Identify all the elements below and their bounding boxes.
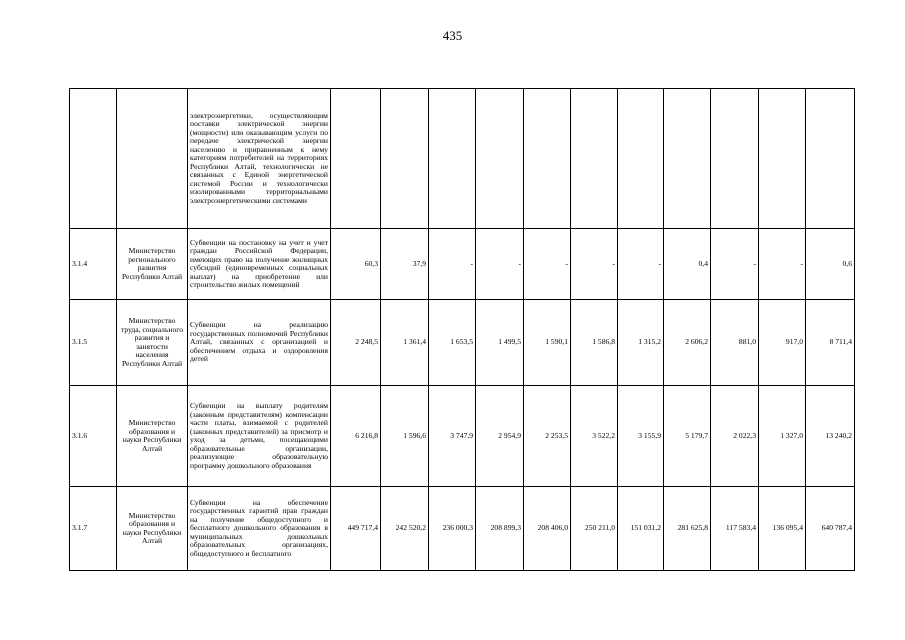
value-cell: - [429,229,476,300]
value-cell: - [759,229,806,300]
value-cell: - [524,229,571,300]
value-cell [381,89,429,229]
row-number-cell: 3.1.4 [70,229,117,300]
table-body [70,89,855,571]
description-cell: Субвенции на обеспечение государственных гарантий прав граждан на получение общедоступного и бесплатного дошкольного образования в муниципальных дошкольных образовательных организациях, общедоступного и бесплатного [188,487,331,571]
row-number-cell: 3.1.6 [70,386,117,487]
value-cell [759,89,806,229]
value-cell: 208 406,0 [524,487,571,571]
value-cell [429,89,476,229]
value-cell: 1 590,1 [524,300,571,386]
value-cell: 5 179,7 [664,386,711,487]
value-cell: 640 787,4 [806,487,855,571]
value-cell [571,89,618,229]
value-cell [618,89,664,229]
value-cell: 242 520,2 [381,487,429,571]
value-cell [331,89,381,229]
value-cell: 236 000,3 [429,487,476,571]
value-cell: 881,0 [711,300,759,386]
description-cell: Субвенции на постановку на учет и учет граждан Российской Федерации, имеющих право на получение жилищных субсидий (единовременных социальных выплат) на приобретение или строительство жилых помещений [188,229,331,300]
value-cell: 1 499,5 [476,300,524,386]
table-row [70,386,855,487]
table-row [70,487,855,571]
value-cell [806,89,855,229]
row-number-cell: 3.1.7 [70,487,117,571]
value-cell: 1 653,5 [429,300,476,386]
value-cell [524,89,571,229]
value-cell: 1 361,4 [381,300,429,386]
value-cell: 2 954,9 [476,386,524,487]
page-number: 435 [442,28,463,43]
value-cell: 2 606,2 [664,300,711,386]
value-cell: 37,9 [381,229,429,300]
value-cell: 1 596,6 [381,386,429,487]
value-cell: 2 248,5 [331,300,381,386]
value-cell: 136 095,4 [759,487,806,571]
value-cell: 0,4 [664,229,711,300]
value-cell: 8 711,4 [806,300,855,386]
value-cell: - [711,229,759,300]
table-row [70,89,855,229]
value-cell: 281 625,8 [664,487,711,571]
subvention-table [69,88,855,571]
value-cell: 151 031,2 [618,487,664,571]
table-row [70,300,855,386]
value-cell: 117 583,4 [711,487,759,571]
value-cell: 1 327,0 [759,386,806,487]
row-number-cell [70,89,117,229]
description-cell: Субвенции на реализацию государственных полномочий Республики Алтай, связанных с организацией и обеспечением отдыха и оздоровления детей [188,300,331,386]
value-cell: 2 022,3 [711,386,759,487]
value-cell: 3 522,2 [571,386,618,487]
agency-cell: Министерство образования и науки Республики Алтай [117,386,188,487]
value-cell: - [618,229,664,300]
value-cell: - [476,229,524,300]
value-cell: 917,0 [759,300,806,386]
value-cell: 3 155,9 [618,386,664,487]
value-cell: 6 216,8 [331,386,381,487]
value-cell [476,89,524,229]
agency-cell [117,89,188,229]
value-cell: 3 747,9 [429,386,476,487]
value-cell: 449 717,4 [331,487,381,571]
table-row [70,229,855,300]
agency-cell: Министерство образования и науки Республики Алтай [117,487,188,571]
description-cell: электроэнергетики, осуществляющим поставки электрической энергии (мощности) или оказывающим услуги по передаче электрической энергии населению и приравненным к нему категориям потребителей на территориях Республики Алтай, технологически не связанных с Единой энергетической системой России и технологически изолированными территориальными электроэнергетическими системами [188,89,331,229]
value-cell: 60,3 [331,229,381,300]
value-cell: 2 253,5 [524,386,571,487]
value-cell: 1 586,8 [571,300,618,386]
agency-cell: Министерство регионального развития Республики Алтай [117,229,188,300]
value-cell: 208 899,3 [476,487,524,571]
description-cell: Субвенции на выплату родителям (законным представителям) компенсации части платы, взимаемой с родителей (законных представителей) за присмотр и уход за детьми, посещающими образовательные организации, реализующие образовательную программу дошкольного образования [188,386,331,487]
value-cell: 250 211,0 [571,487,618,571]
value-cell: 13 240,2 [806,386,855,487]
agency-cell: Министерство труда, социального развития и занятости населения Республики Алтай [117,300,188,386]
value-cell: 1 315,2 [618,300,664,386]
value-cell: 0,6 [806,229,855,300]
value-cell [664,89,711,229]
row-number-cell: 3.1.5 [70,300,117,386]
value-cell: - [571,229,618,300]
value-cell [711,89,759,229]
